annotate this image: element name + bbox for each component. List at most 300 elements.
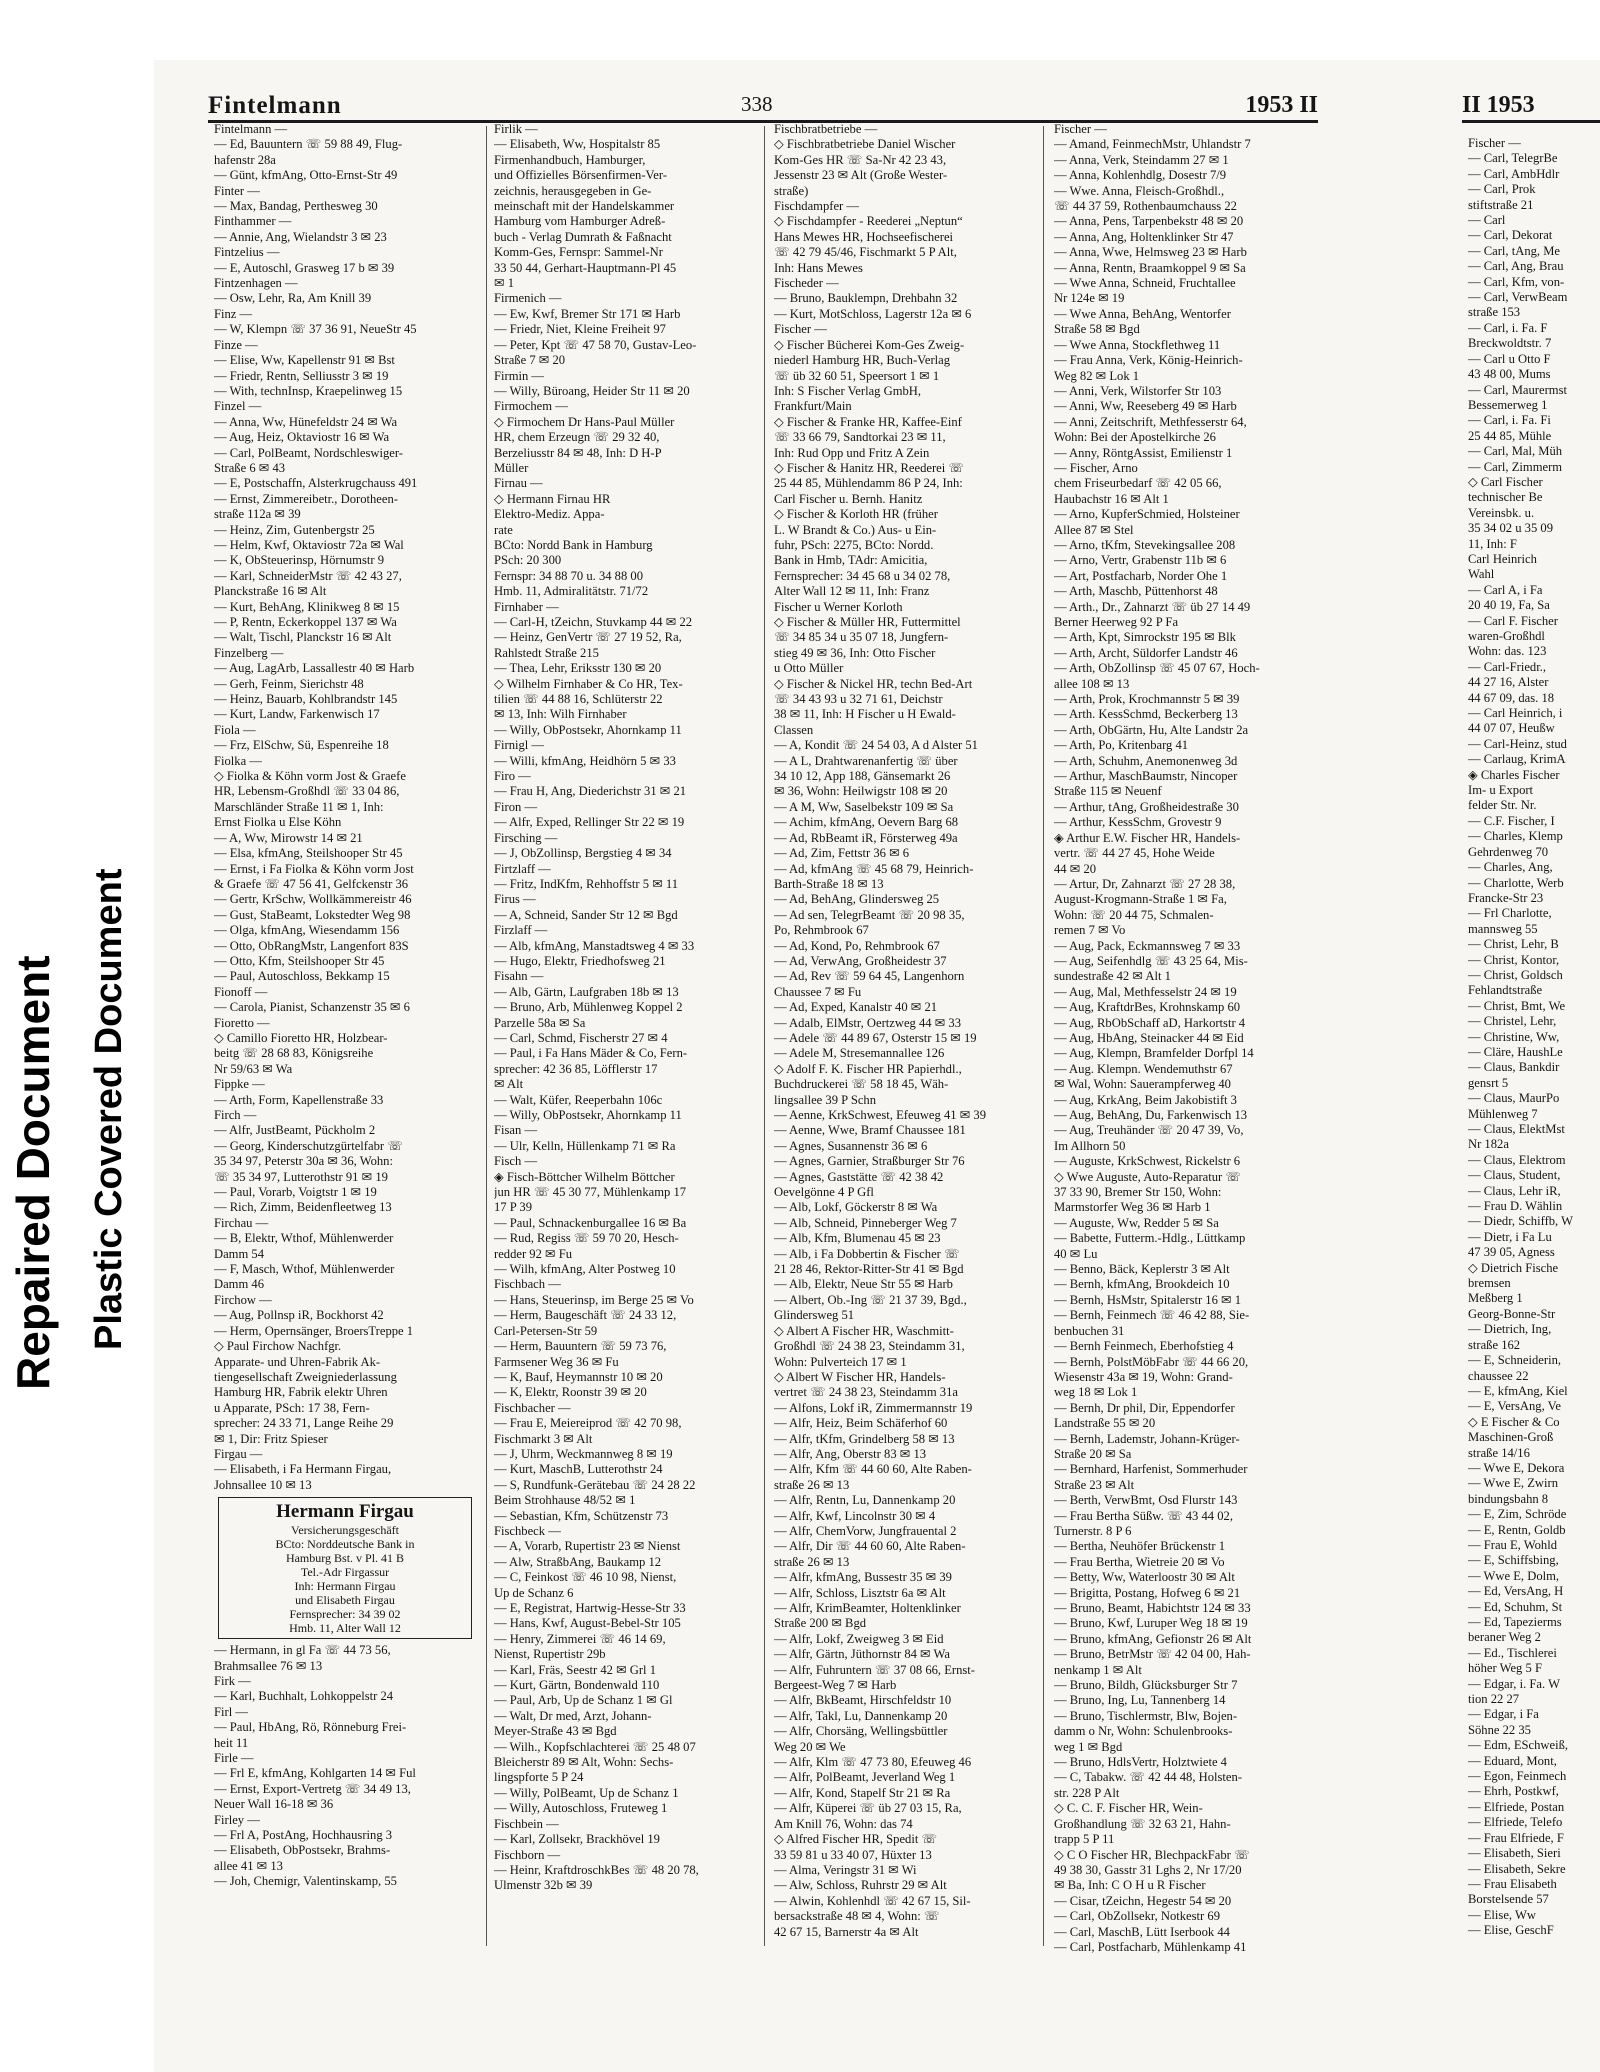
directory-entry: — Claus, MaurPo [1468,1091,1560,1106]
directory-entry: — Carl, ObZollsekr, Notkestr 69 [1054,1909,1220,1924]
directory-entry: Straße 6 ✉ 43 [214,460,286,475]
directory-entry: Classen [774,722,814,737]
directory-entry: zeichnis, herausgegeben in Ge- [494,183,652,198]
directory-entry: — Aug, Klempn, Bramfelder Dorfpl 14 [1054,1046,1254,1061]
directory-entry: Neuer Wall 16-18 ✉ 36 [214,1797,334,1812]
directory-entry: Farmsener Weg 36 ✉ Fu [494,1354,619,1369]
directory-entry: — Ernst, Export-Vertretg ☏ 34 49 13, [214,1781,411,1796]
directory-entry: — J, Uhrm, Weckmannweg 8 ✉ 19 [494,1446,673,1461]
directory-entry: Bessemerweg 1 [1468,397,1548,412]
column-1-entries-lower [214,1643,476,1890]
directory-entry: ☏ 33 66 79, Sandtorkai 23 ✉ 11, [774,430,946,445]
directory-entry: Fischbeck — [494,1523,561,1538]
directory-entry: ◇ Albert W Fischer HR, Handels- [774,1369,946,1384]
directory-entry: — Aug, KrkAng, Beim Jakobistift 3 [1054,1092,1237,1107]
advert-lines [222,1523,468,1635]
directory-entry: — Anna, Wwe, Helmsweg 23 ✉ Harb [1054,245,1247,260]
directory-entry: 49 38 30, Gasstr 31 Lghs 2, Nr 17/20 [1054,1862,1242,1877]
facing-page-header: II 1953 [1462,92,1535,118]
directory-entry: — Ad, kfmAng ☏ 45 68 79, Heinrich- [774,861,974,876]
directory-entry: Am Knill 76, Wohn: das 74 [774,1816,913,1831]
directory-entry: Wohn: ☏ 20 44 75, Schmalen- [1054,907,1214,922]
directory-entry: — Carl, Prok [1468,182,1536,197]
directory-entry: — Ad, BehAng, Glindersweg 25 [774,892,940,907]
directory-entry: HR, Lebensm-Großhdl ☏ 33 04 86, [214,784,400,799]
directory-entry: Oevelgönne 4 P Gfl [774,1185,874,1200]
directory-entry: 21 28 46, Rektor-Ritter-Str 41 ✉ Bgd [774,1262,964,1277]
directory-entry: Großhdl ☏ 24 38 23, Steindamm 31, [774,1339,965,1354]
directory-entry: — Claus, Bankdir [1468,1060,1560,1075]
directory-entry: Söhne 22 35 [1468,1722,1531,1737]
directory-entry: beraner Weg 2 [1468,1630,1541,1645]
directory-entry: — Elise, GeschF [1468,1923,1554,1938]
directory-entry: Fischer u Werner Korloth [774,599,903,614]
directory-entry: — Carl, Schmd, Fischerstr 27 ✉ 4 [494,1030,668,1045]
directory-entry: — Aug, Pack, Eckmannsweg 7 ✉ 33 [1054,938,1241,953]
directory-entry: — Bruno, Bildh, Glücksburger Str 7 [1054,1678,1238,1693]
directory-entry: — Christ, Goldsch [1468,967,1563,982]
directory-entry: sprecher: 24 33 71, Lange Reihe 29 [214,1416,394,1431]
directory-entry: — Walt, Tischl, Planckstr 16 ✉ Alt [214,630,392,645]
directory-entry: Parzelle 58a ✉ Sa [494,1015,586,1030]
directory-entry: — Aug, Seifenhdlg ☏ 43 25 64, Mis- [1054,953,1248,968]
directory-entry: bremsen [1468,1276,1511,1291]
directory-entry: — Carola, Pianist, Schanzenstr 35 ✉ 6 [214,1000,410,1015]
directory-entry: — Hans, Kwf, August-Bebel-Str 105 [494,1616,681,1631]
directory-entry: — Wilh., Kopfschlachterei ☏ 25 48 07 [494,1739,696,1754]
directory-entry: — Ew, Kwf, Bremer Str 171 ✉ Harb [494,306,681,321]
directory-entry: ✉ Wal, Wohn: Sauerampferweg 40 [1054,1077,1231,1092]
directory-entry: höher Weg 5 F [1468,1661,1542,1676]
directory-entry: — Alb, Gärtn, Laufgraben 18b ✉ 13 [494,984,679,999]
directory-entry: — B, Elektr, Wthof, Mühlenwerder [214,1231,394,1246]
directory-entry: Barth-Straße 18 ✉ 13 [774,876,884,891]
directory-entry: — Fischer, Arno [1054,460,1138,475]
directory-entry: — Elise, Ww [1468,1907,1536,1922]
directory-entry: — Eduard, Mont, [1468,1753,1557,1768]
directory-entry: sprecher: 42 36 85, Löfflerstr 17 [494,1061,658,1076]
directory-entry: — Wwe E, Dolm, [1468,1568,1560,1583]
directory-entry: — Gerh, Feinm, Sierichstr 48 [214,676,364,691]
directory-entry: Straße 200 ✉ Bgd [774,1616,867,1631]
directory-entry: ◇ Dietrich Fische [1468,1260,1559,1275]
directory-entry: chaussee 22 [1468,1368,1529,1383]
directory-entry: Bleicherstr 89 ✉ Alt, Wohn: Sechs- [494,1755,674,1770]
directory-entry: ✉ 1 [494,276,514,291]
directory-entry: Firmenich — [494,291,562,306]
directory-entry: Maschinen-Groß [1468,1430,1554,1445]
directory-entry: Fischborn — [494,1847,561,1862]
directory-entry: — J, ObZollinsp, Bergstieg 4 ✉ 34 [494,846,672,861]
directory-entry: — Alfr, Kond, Stapelf Str 21 ✉ Ra [774,1785,951,1800]
directory-entry: ◇ Fischer & Nickel HR, techn Bed-Art [774,676,973,691]
directory-entry: — Egon, Feinmech [1468,1769,1567,1784]
directory-entry: — K, Bauf, Heymannstr 10 ✉ 20 [494,1369,663,1384]
side-labels [0,868,160,1400]
directory-entry: 44 07 07, Heußw [1468,721,1555,736]
directory-entry: — Ed, VersAng, H [1468,1584,1564,1599]
directory-entry: 11, Inh: F [1468,536,1517,551]
directory-entry: Fischbein — [494,1816,559,1831]
directory-entry: Firmenhandbuch, Hamburger, [494,152,646,167]
directory-entry: — Carl, Zimmerm [1468,459,1563,474]
directory-entry: — Achim, kfmAng, Oevern Barg 68 [774,815,959,830]
directory-entry: Rahlstedt Straße 215 [494,645,599,660]
directory-entry: — Carl, Postfacharb, Mühlenkamp 41 [1054,1939,1247,1954]
directory-entry: Wohn: Bei der Apostelkirche 26 [1054,430,1216,445]
directory-entry: — Ehrh, Postkwf, [1468,1784,1559,1799]
directory-entry: — Anni, Ww, Reeseberg 49 ✉ Harb [1054,399,1237,414]
directory-entry: ◇ Fiolka & Köhn vorm Jost & Graefe [214,769,406,784]
directory-entry: Firchow — [214,1292,272,1307]
directory-entry: — Charles, Ang, [1468,860,1553,875]
directory-entry: ◇ Wwe Auguste, Auto-Reparatur ☏ [1054,1169,1242,1184]
directory-entry: — Max, Bandag, Perthesweg 30 [214,199,378,214]
directory-entry: ◇ Paul Firchow Nachfgr. [214,1339,342,1354]
directory-entry: damm o Nr, Wohn: Schulenbrooks- [1054,1724,1233,1739]
directory-entry: — Arno, tKfm, Stevekingsallee 208 [1054,537,1236,552]
directory-entry: — Frau D. Wählin [1468,1199,1563,1214]
directory-entry: — Wwe Anna, Stockflethweg 11 [1054,337,1221,352]
directory-entry: — Alfr, Gärtn, Jüthornstr 84 ✉ Wa [774,1647,950,1662]
directory-entry: — E, Schiffsbing, [1468,1553,1559,1568]
directory-entry: — Paul, Arb, Up de Schanz 1 ✉ Gl [494,1693,673,1708]
directory-entry: — Bernh Feinmech, Eberhofstieg 4 [1054,1339,1234,1354]
directory-entry: — Frau Bertha, Wietreie 20 ✉ Vo [1054,1554,1225,1569]
directory-entry: allee 41 ✉ 13 [214,1858,283,1873]
directory-entry: — E, VersAng, Ve [1468,1399,1561,1414]
directory-entry: Wohn: Pulverteich 17 ✉ 1 [774,1354,907,1369]
directory-entry: ✉ Alt [494,1077,524,1092]
column-4 [1054,122,1316,1955]
directory-entry: — Christ, Bmt, We [1468,998,1566,1013]
directory-entry: — Günt, kfmAng, Otto-Ernst-Str 49 [214,168,398,183]
directory-entry: — Bernh, Feinmech ☏ 46 42 88, Sie- [1054,1308,1250,1323]
directory-entry: Fintzelius — [214,245,280,260]
directory-entry: Firo — [494,769,531,784]
directory-entry: Fisch — [494,1154,538,1169]
directory-entry: Hamburg vom Hamburger Adreß- [494,214,666,229]
page-number: 338 [741,92,773,116]
directory-entry: — Arthur, tAng, Großheidestraße 30 [1054,799,1239,814]
directory-entry: Straße 58 ✉ Bgd [1054,322,1140,337]
directory-entry: Firlik — [494,122,538,136]
directory-entry: — Willi, kfmAng, Heidhörn 5 ✉ 33 [494,753,676,768]
directory-entry: Bergeest-Weg 7 ✉ Harb [774,1678,897,1693]
directory-entry: straße 112a ✉ 39 [214,507,301,522]
directory-entry: — Diedr, Schiffb, W [1468,1214,1574,1229]
directory-entry: — Alwin, Kohlenhdl ☏ 42 67 15, Sil- [774,1893,971,1908]
directory-entry: HR, chem Erzeugn ☏ 29 32 40, [494,430,660,445]
directory-entry: — Elisabeth, Ww, Hospitalstr 85 [494,137,661,152]
directory-entry: Im- u Export [1468,783,1534,798]
directory-entry: Firl — [214,1704,248,1719]
directory-entry: Firgau — [214,1446,263,1461]
directory-entry: — Hermann, in gl Fa ☏ 44 73 56, [214,1643,391,1658]
directory-entry: — Charles, Klemp [1468,829,1563,844]
directory-entry: ◇ Fischer & Hanitz HR, Reederei ☏ [774,460,965,475]
directory-entry: — Arthur, KessSchm, Grovestr 9 [1054,815,1222,830]
directory-entry: — Elfriede, Telefo [1468,1815,1563,1830]
directory-entry: — Carl-Heinz, stud [1468,736,1567,751]
directory-entry: Fisan — [494,1123,538,1138]
directory-entry: — Alb, Schneid, Pinneberger Weg 7 [774,1215,957,1230]
directory-entry: 44 67 09, das. 18 [1468,690,1555,705]
directory-entry: — Friedr, Rentn, Selliusstr 3 ✉ 19 [214,368,389,383]
directory-entry: — Heinz, Bauarb, Kohlbrandstr 145 [214,692,398,707]
directory-entry: — Frau Bertha Süßw. ☏ 43 44 02, [1054,1508,1233,1523]
directory-entry: ◇ Wilhelm Firnhaber & Co HR, Tex- [494,676,683,691]
directory-entry: — Aug, HbAng, Steinacker 44 ✉ Eid [1054,1030,1244,1045]
directory-entry: ◇ Fischer & Korloth HR (früher [774,507,938,522]
directory-entry: — Anna, Kohlenhdlg, Dosestr 7/9 [1054,168,1227,183]
directory-entry: Wiesenstr 43a ✉ 19, Wohn: Grand- [1054,1369,1233,1384]
directory-entry: — Wwe E, Zwirn [1468,1476,1559,1491]
directory-entry: — Christel, Lehr, [1468,1014,1557,1029]
directory-entry: Landstraße 55 ✉ 20 [1054,1416,1156,1431]
directory-entry: — Arth, Form, Kapellenstraße 33 [214,1092,384,1107]
directory-entry: trapp 5 P 11 [1054,1832,1115,1847]
directory-entry: — A, Schneid, Sander Str 12 ✉ Bgd [494,907,678,922]
directory-entry: Planckstraße 16 ✉ Alt [214,584,327,599]
directory-entry: ◇ C. C. F. Fischer HR, Wein- [1054,1801,1203,1816]
directory-entry: remen 7 ✉ Vo [1054,923,1126,938]
directory-entry: Firus — [494,892,536,907]
directory-entry: August-Krogmann-Straße 1 ✉ Fa, [1054,892,1227,907]
directory-entry: Carl Heinrich [1468,551,1537,566]
directory-entry: — Christine, Ww, [1468,1029,1560,1044]
directory-entry: lingspforte 5 P 24 [494,1770,584,1785]
directory-entry: — Anna, Pens, Tarpenbekstr 48 ✉ 20 [1054,214,1244,229]
directory-entry: Weg 20 ✉ We [774,1739,846,1754]
directory-entry: ☏ 34 85 34 u 35 07 18, Jungfern- [774,630,949,645]
directory-entry: — Albert, Ob.-Ing ☏ 21 37 39, Bgd., [774,1292,967,1307]
directory-entry: Ulmenstr 32b ✉ 39 [494,1878,593,1893]
directory-entry: — Frau Elisabeth [1468,1876,1557,1891]
directory-entry: lingsallee 39 P Schn [774,1092,877,1107]
directory-entry: — C.F. Fischer, I [1468,813,1555,828]
directory-entry: Johnsallee 10 ✉ 13 [214,1477,312,1492]
directory-entry: Firsching — [494,830,558,845]
directory-entry: — Bruno, Arb, Mühlenweg Koppel 2 [494,1000,683,1015]
directory-entry: Fippke — [214,1077,265,1092]
directory-entry: Finz — [214,306,253,321]
directory-entry: — Bruno, kfmAng, Gefionstr 26 ✉ Alt [1054,1631,1252,1646]
directory-entry: — Paul, Vorarb, Voigtstr 1 ✉ 19 [214,1185,377,1200]
directory-entry: Damm 46 [214,1277,265,1292]
directory-entry: ✉ 1, Dir: Fritz Spieser [214,1431,328,1446]
directory-entry: — Frl E, kfmAng, Kohlgarten 14 ✉ Ful [214,1766,416,1781]
directory-entry: Brahmsallee 76 ✉ 13 [214,1658,323,1673]
firgau-advert [218,1497,472,1639]
directory-entry: — Bruno, Kwf, Luruper Weg 18 ✉ 19 [1054,1616,1248,1631]
directory-entry: 20 40 19, Fa, Sa [1468,598,1550,613]
directory-entry: — Ernst, i Fa Fiolka & Köhn vorm Jost [214,861,414,876]
directory-entry: — Elisabeth, Sekre [1468,1861,1566,1876]
directory-entry: — Adalb, ElMstr, Oertzweg 44 ✉ 33 [774,1015,962,1030]
directory-entry: Finthammer — [214,214,292,229]
directory-entry: — Auguste, Ww, Redder 5 ✉ Sa [1054,1215,1219,1230]
directory-entry: — Gust, StaBeamt, Lokstedter Weg 98 [214,907,411,922]
directory-entry: Versicherungsgeschäft [291,1523,399,1538]
directory-entry: — Ad sen, TelegrBeamt ☏ 20 98 35, [774,907,965,922]
directory-entry: Fischbratbetriebe — [774,122,878,136]
directory-entry: Jessenstr 23 ✉ Alt (Große Wester- [774,168,948,183]
directory-entry: u Apparate, PSch: 17 38, Fern- [214,1400,370,1415]
directory-entry: BCto: Norddeutsche Bank in [275,1537,415,1552]
directory-entry: — Alfr, Takl, Lu, Dannenkamp 20 [774,1708,948,1723]
directory-entry: heit 11 [214,1735,249,1750]
directory-entry: Firnhaber — [494,599,559,614]
directory-entry: benbuchen 31 [1054,1323,1125,1338]
directory-entry: Straße 115 ✉ Neuenf [1054,784,1162,799]
directory-entry: — Alfr, Rentn, Lu, Dannenkamp 20 [774,1493,956,1508]
directory-entry: — E, kfmAng, Kiel [1468,1383,1568,1398]
directory-entry: — Bruno, Ing, Lu, Tannenberg 14 [1054,1693,1226,1708]
directory-entry: Tel.-Adr Firgassur [300,1565,390,1580]
directory-entry: Finze — [214,337,258,352]
directory-entry: — Bruno, Beamt, Habichtstr 124 ✉ 33 [1054,1601,1251,1615]
directory-entry: ◇ Carl Fischer [1468,474,1543,489]
directory-entry: ◇ Fischer & Müller HR, Futtermittel [774,615,961,629]
directory-entry: 44 ✉ 20 [1054,861,1097,876]
repaired-document-label: Repaired Document [7,955,59,1390]
directory-entry: — Ad, Zim, Fettstr 36 ✉ 6 [774,846,910,861]
directory-entry: Berzeliusstr 84 ✉ 48, Inh: D H-P [494,445,662,460]
directory-entry: — Alfr, ChemVorw, Jungfrauental 2 [774,1523,957,1538]
directory-entry: Firtzlaff — [494,861,551,876]
directory-entry: — Alfr, Heiz, Beim Schäferhof 60 [774,1416,948,1431]
directory-entry: — Anna, Ang, Holtenklinker Str 47 [1054,229,1234,244]
directory-entry: — Arth, Archt, Süldorfer Landstr 46 [1054,645,1238,660]
directory-entry: Großhandlung ☏ 32 63 21, Hahn- [1054,1816,1231,1831]
directory-entry: ☏ 44 37 59, Rothenbaumchauss 22 [1054,199,1237,214]
directory-entry: straße) [774,183,809,198]
directory-entry: ◈ Charles Fischer [1468,767,1560,782]
directory-entry: ✉ 13, Inh: Wilh Firnhaber [494,707,627,722]
directory-entry: vertret ☏ 24 38 23, Steindamm 31a [774,1385,958,1400]
directory-entry: — Frau E, Meiereiprod ☏ 42 70 98, [494,1416,682,1431]
directory-entry: — Frl A, PostAng, Hochhausring 3 [214,1828,393,1843]
directory-entry: — Frau E, Wohld [1468,1537,1558,1552]
directory-entry: — Alfr, Klm ☏ 47 73 80, Efeuweg 46 [774,1755,972,1770]
directory-entry: — Dietr, i Fa Lu [1468,1229,1552,1244]
directory-entry: & Graefe ☏ 47 56 41, Gelfckenstr 36 [214,876,409,891]
directory-entry: — Aug, Mal, Methfesselstr 24 ✉ 19 [1054,984,1237,999]
directory-entry: ◇ Fischer & Franke HR, Kaffee-Einf [774,414,962,429]
directory-entry: 38 ✉ 11, Inh: H Fischer u H Ewald- [774,707,956,722]
directory-entry: — Edgar, i. Fa. W [1468,1676,1560,1691]
directory-entry: meinschaft mit der Handelskammer [494,199,675,214]
plastic-covered-label: Plastic Covered Document [88,868,130,1350]
directory-entry: — Wwe E, Dekora [1468,1460,1565,1475]
directory-entry: — Alfr, Lokf, Zweigweg 3 ✉ Eid [774,1631,944,1646]
directory-entry: — Willy, PolBeamt, Up de Schanz 1 [494,1785,679,1800]
directory-entry: 40 ✉ Lu [1054,1246,1098,1261]
directory-entry: ◇ C O Fischer HR, BlechpackFabr ☏ [1054,1847,1250,1862]
directory-entry: — Carl A, i Fa [1468,582,1543,597]
directory-entry: Georg-Bonne-Str [1468,1306,1556,1321]
directory-entry: Fischer — [774,322,827,337]
directory-entry: Fernsprecher: 34 45 68 u 34 02 78, [774,568,951,583]
directory-entry: Borstelsende 57 [1468,1892,1549,1907]
directory-entry: — Gertr, KrSchw, Wollkämmereistr 46 [214,892,412,907]
directory-entry: — Carl F. Fischer [1468,613,1558,628]
directory-entry: ◇ Firmochem Dr Hans-Paul Müller [494,414,675,429]
directory-entry: Fehlandtstraße [1468,983,1543,998]
directory-entry: — A, Ww, Mirowstr 14 ✉ 21 [214,830,363,845]
directory-entry: — Carl, MaschB, Lütt Iserbook 44 [1054,1924,1230,1939]
directory-entry: — Aug. Klempn. Wendemuthstr 67 [1054,1061,1233,1076]
directory-entry: mannsweg 55 [1468,921,1538,936]
directory-entry: — Karl, Buchhalt, Lohkoppelstr 24 [214,1689,394,1704]
directory-entry: — Frau H, Ang, Diederichstr 31 ✉ 21 [494,784,687,799]
directory-entry: Buchdruckerei ☏ 58 18 45, Wäh- [774,1077,949,1092]
directory-entry: ✉ Ba, Inh: C O H u R Fischer [1054,1878,1206,1893]
directory-page [196,92,1326,1976]
directory-entry: ◇ Albert A Fischer HR, Waschmitt- [774,1323,954,1338]
directory-entry: — E, Rentn, Goldb [1468,1522,1566,1537]
directory-entry: — Arno, KupferSchmied, Holsteiner [1054,507,1240,522]
directory-entry: — S, Rundfunk-Gerätebau ☏ 24 28 22 [494,1477,696,1492]
column-1-entries [214,122,476,1493]
directory-entry: — C, Feinkost ☏ 46 10 98, Nienst, [494,1570,677,1585]
directory-entry: — Carl-Friedr., [1468,659,1546,674]
directory-entry: — Paul, i Fa Hans Mäder & Co, Fern- [494,1046,688,1061]
directory-entry: — Babette, Futterm.-Hdlg., Lüttkamp [1054,1231,1246,1246]
directory-entry: Ernst Fiolka u Else Köhn [214,815,342,830]
directory-entry: Fischer — [1468,136,1521,150]
directory-entry: — Alb, kfmAng, Manstadtsweg 4 ✉ 33 [494,938,695,953]
directory-entry: straße 153 [1468,305,1521,320]
directory-entry: ☏ 42 79 45/46, Fischmarkt 5 P Alt, [774,245,957,260]
directory-entry: — Agnes, Susannenstr 36 ✉ 6 [774,1138,928,1153]
directory-entry: Wahl [1468,567,1495,582]
directory-entry: — Carl u Otto F [1468,351,1551,366]
directory-entry: — Cläre, HaushLe [1468,1044,1563,1059]
directory-entry: — Alfr, PolBeamt, Jeverland Weg 1 [774,1770,956,1785]
directory-entry: Hmb. 11, Admiralitätstr. 71/72 [494,584,649,599]
directory-entry: — Elfriede, Postan [1468,1799,1565,1814]
directory-entry: Fischbacher — [494,1400,571,1415]
directory-entry: — Bernh, Lademstr, Johann-Krüger- [1054,1431,1240,1446]
directory-entry: Finzelberg — [214,645,284,660]
directory-entry: — Edgar, i Fa [1468,1707,1539,1722]
directory-entry: Nr 124e ✉ 19 [1054,291,1125,306]
directory-entry: — Carl, Kfm, von- [1468,274,1565,289]
directory-entry: — Sebastian, Kfm, Schützenstr 73 [494,1508,669,1523]
directory-entry: — Ed, Bauuntern ☏ 59 88 49, Flug- [214,137,403,152]
directory-entry: waren-Großhdl [1468,629,1545,643]
directory-entry: weg 1 ✉ Bgd [1054,1739,1123,1754]
directory-entry: Kom-Ges HR ☏ Sa-Nr 42 23 43, [774,152,947,167]
directory-entry: L. W Brandt & Co.) Aus- u Ein- [774,522,937,537]
directory-entry: 35 34 97, Peterstr 30a ✉ 36, Wohn: [214,1154,393,1169]
directory-entry: — Wwe Anna, Schneid, Fruchtallee [1054,276,1236,291]
directory-entry: — Alma, Veringstr 31 ✉ Wi [774,1862,917,1877]
directory-entry: — Anna, Rentn, Braamkoppel 9 ✉ Sa [1054,260,1246,275]
directory-entry: — Paul, HbAng, Rö, Rönneburg Frei- [214,1720,407,1735]
directory-entry: Po, Rehmbrook 67 [774,923,869,938]
directory-entry: 35 34 02 u 35 09 [1468,521,1554,536]
directory-entry: — Aenne, KrkSchwest, Efeuweg 41 ✉ 39 [774,1108,987,1122]
directory-entry: fuhr, PSch: 2275, BCto: Nordd. [774,537,934,552]
directory-entry: Firch — [214,1108,257,1122]
directory-entry: tiengesellschaft Zweigniederlassung [214,1369,397,1384]
directory-entry: — Alfr, KrimBeamter, Holtenklinker [774,1601,961,1615]
directory-entry: Müller [494,460,529,475]
directory-entry: Firnau — [494,476,543,491]
